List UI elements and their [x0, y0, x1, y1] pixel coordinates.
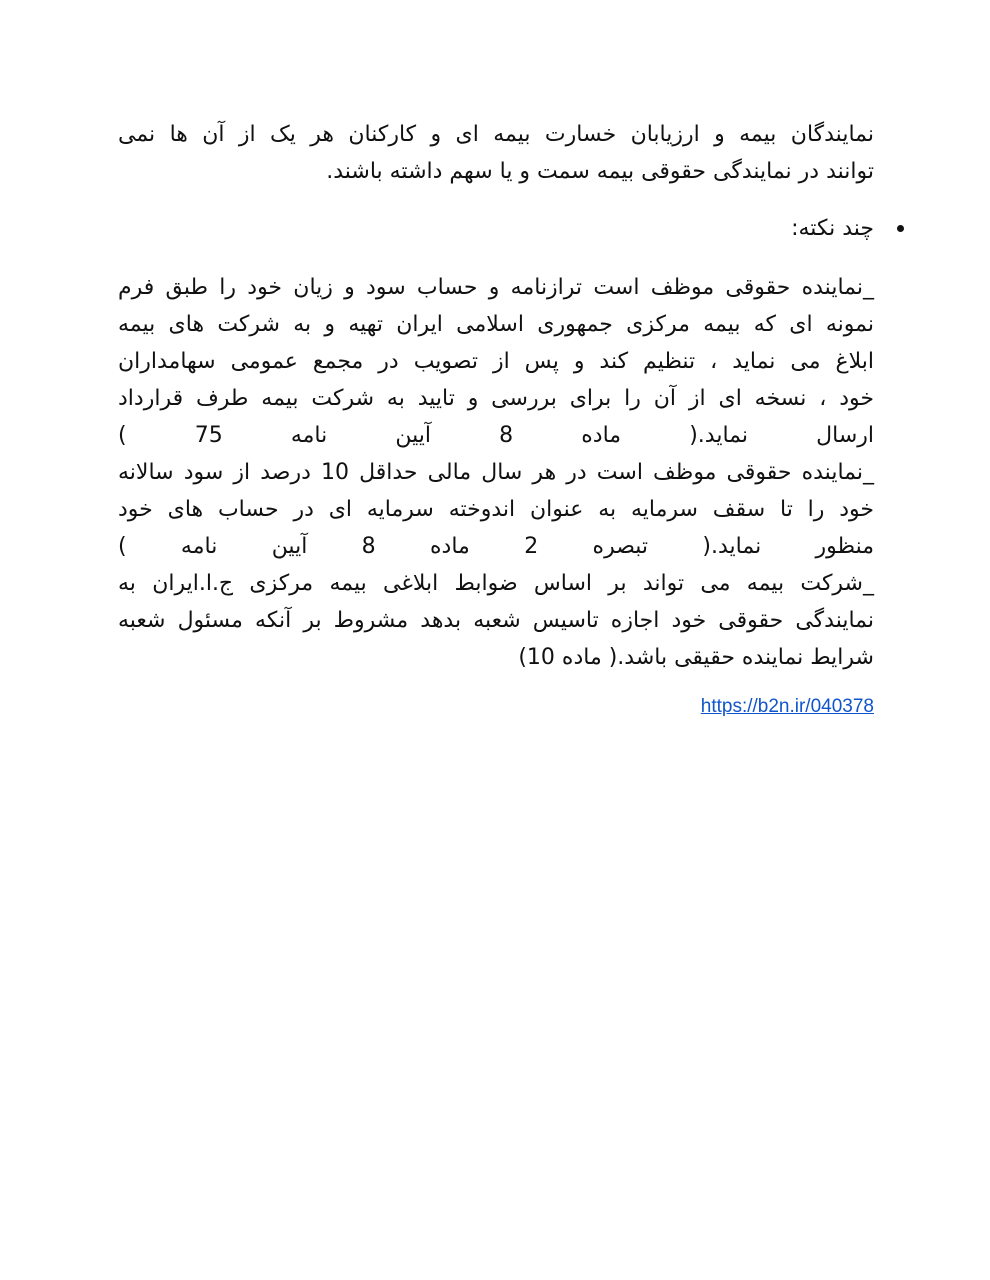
bullet-item — [118, 210, 874, 247]
points-paragraph — [118, 269, 874, 676]
text-line: شرایط نماینده حقیقی باشد.( ماده 10) — [518, 645, 874, 670]
text-line: _نماینده حقوقی موظف است ترازنامه و حساب سود و زیان خود را طبق فرم — [118, 275, 874, 300]
text-line: _نماینده حقوقی موظف است در هر سال مالی حداقل 10 درصد از سود سالانه — [118, 460, 874, 485]
link-row — [118, 694, 874, 720]
bullet-label: چند نکته: — [791, 216, 874, 241]
text-line: منظور نماید.( تبصره 2 ماده 8 آیین نامه ) — [118, 534, 874, 559]
text-line: نمایندگی حقوقی خود اجازه تاسیس شعبه بدهد مشروط بر آنکه مسئول شعبه — [118, 608, 874, 633]
text-line: خود ، نسخه ای از آن را برای بررسی و تایید به شرکت بیمه طرف قرارداد — [118, 386, 874, 411]
text-line: نمونه ای که بیمه مرکزی جمهوری اسلامی ایران تهیه و به شرکت های بیمه — [118, 312, 874, 337]
text-line: _شرکت بیمه می تواند بر اساس ضوابط ابلاغی بیمه مرکزی ج.ا.ایران به — [118, 571, 874, 596]
intro-paragraph — [118, 116, 874, 190]
text-line: ارسال نماید.( ماده 8 آیین نامه 75 ) — [118, 423, 874, 448]
text-line: خود را تا سقف سرمایه به عنوان اندوخته سرمایه ای در حساب های خود — [118, 497, 874, 522]
source-link[interactable]: https://b2n.ir/040378 — [700, 696, 874, 717]
page-content — [118, 116, 874, 720]
text-line: نمایندگان بیمه و ارزیابان خسارت بیمه ای و کارکنان هر یک از آن ها نمی — [118, 122, 874, 147]
text-line: توانند در نمایندگی حقوقی بیمه سمت و یا سهم داشته باشند. — [326, 159, 874, 184]
bullet-icon — [897, 225, 904, 232]
text-line: ابلاغ می نماید ، تنظیم کند و پس از تصویب در مجمع عمومی سهامداران — [118, 349, 874, 374]
